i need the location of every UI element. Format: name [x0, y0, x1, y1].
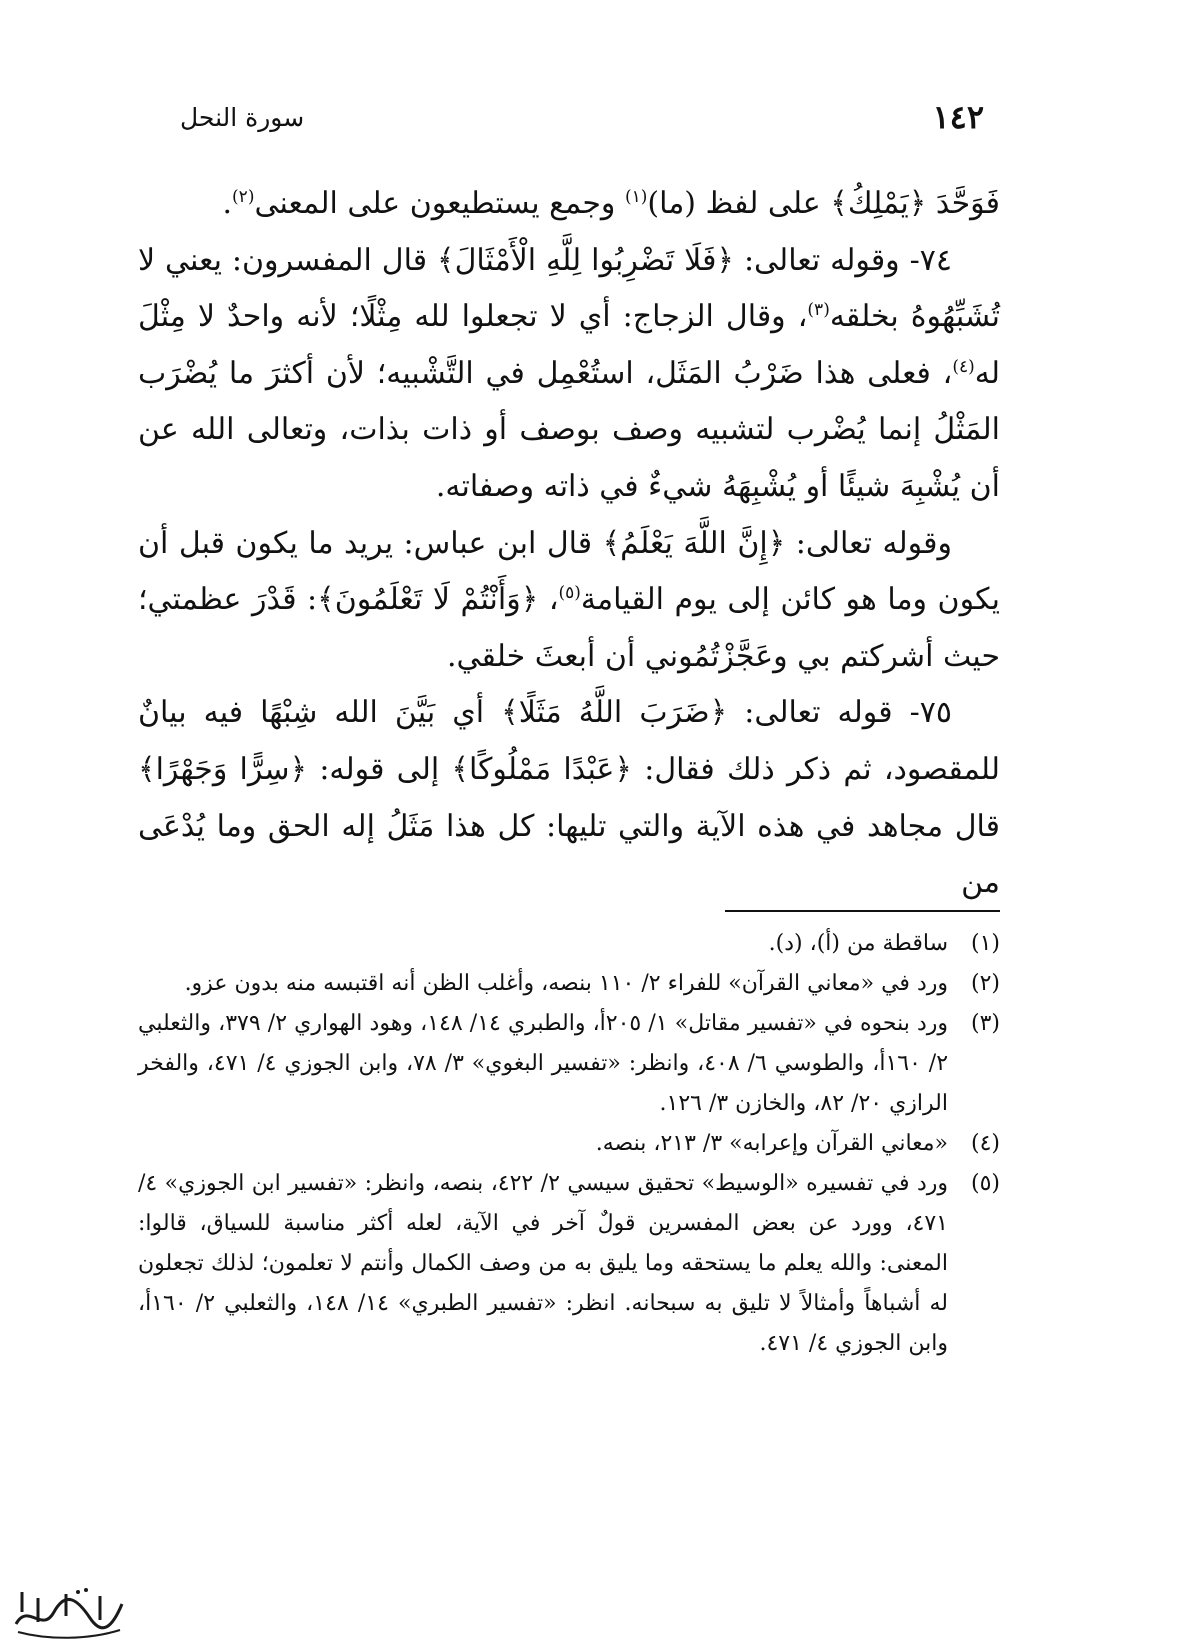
footnote-number: (٤) — [970, 1131, 1000, 1156]
text-run: قال المفسرون: يعني لا تُشَبِّهُوهُ بخلقه — [138, 242, 1000, 335]
footnote-number: (٥) — [970, 1171, 1000, 1196]
quran-quote: ﴿وَأَنْتُمْ لَا تَعْلَمُونَ﴾ — [317, 582, 539, 618]
text-run: إلى قوله: — [307, 751, 452, 787]
quran-quote: ﴿إِنَّ اللَّهَ يَعْلَمُ﴾ — [602, 525, 786, 561]
footnote — [138, 964, 1000, 1004]
paragraph-3 — [138, 516, 1000, 686]
running-header — [180, 98, 1000, 136]
footnote-marker[interactable]: (٤) — [952, 356, 975, 377]
footnote-number: (١) — [970, 931, 1000, 956]
footnote-marker[interactable]: (٢) — [232, 187, 255, 207]
publisher-logo — [8, 1582, 128, 1642]
text-run: : قَدْرَ عظمتي؛ حيث أشركتم بي وعَجَّزْتُمُوني أن أبعثَ خلقي. — [138, 582, 1000, 674]
footnote-number: (٢) — [970, 971, 1000, 996]
quran-quote: ﴿فَلَا تَضْرِبُوا لِلَّهِ الْأَمْثَالَ﴾ — [437, 242, 734, 278]
footnote — [138, 1124, 1000, 1164]
text-run: وجمع يستطيعون على المعنى — [254, 186, 625, 221]
footnote-text: ساقطة من (أ)، (د). — [768, 931, 948, 956]
text-run: فَوَحَّدَ — [926, 186, 1000, 221]
footnote — [138, 1004, 1000, 1124]
text-run: ٧٤- وقوله تعالى: — [734, 242, 952, 278]
surah-name: سورة النحل — [180, 102, 305, 132]
quran-quote: ﴿سِرًّا وَجَهْرًا﴾ — [138, 751, 308, 787]
text-run: قال ابن عباس: يريد ما يكون قبل أن يكون وما هو كائن إلى يوم القيامة — [138, 525, 1000, 618]
footnote — [138, 924, 1000, 964]
footnote-number: (٣) — [970, 1011, 1000, 1036]
text-run: على لفظ (ما) — [647, 186, 831, 221]
footnote-text: ورد في «معاني القرآن» للفراء ٢/ ١١٠ بنصه، وأغلب الظن أنه اقتبسه منه بدون عزو. — [184, 971, 948, 996]
quran-quote: ﴿عَبْدًا مَمْلُوكًا﴾ — [451, 751, 633, 787]
text-run: أي بَيَّنَ الله شِبْهًا فيه بيانٌ للمقصود، ثم ذكر ذلك فقال: — [138, 695, 1000, 787]
footnote-text: «معاني القرآن وإعرابه» ٣/ ٢١٣، بنصه. — [595, 1131, 948, 1156]
quran-quote: ﴿يَمْلِكُ﴾ — [830, 186, 927, 221]
footnote-marker[interactable]: (٥) — [558, 583, 581, 604]
quran-quote: ﴿ضَرَبَ اللَّهُ مَثَلًا﴾ — [501, 695, 728, 731]
text-run: ، فعلى هذا ضَرْبُ المَثَل، استُعْمِل في التَّشْبيه؛ لأن أكثرَ ما يُضْرَب المَثْلُ إنما يُضْرب لتشبيه وصف بوصف أو ذات بذات، وتعالى الله عن أن يُشْبِهَ شيئًا أو يُشْبِهَهُ شيءٌ في ذاته وصفاته. — [138, 355, 1000, 504]
paragraph-2 — [138, 233, 1000, 516]
footnote-marker[interactable]: (١) — [624, 187, 648, 207]
footnote — [138, 1164, 1000, 1364]
text-run: وقوله تعالى: — [785, 525, 953, 561]
text-run: ، وقال الزجاج: أي لا تجعلوا لله مِثْلًا؛ لأنه واحدٌ لا مِثْلَ له — [138, 299, 1000, 391]
footnote-text: ورد في تفسيره «الوسيط» تحقيق سيسي ٢/ ٤٢٢، بنصه، وانظر: «تفسير ابن الجوزي» ٤/ ٤٧١، وورد عن بعض المفسرين قولٌ آخر في الآية، لعله أكثر مناسبة للسياق، قالوا: المعنى: والله يعلم ما يستحقه وما يليق به من وصف الكمال وأنتم لا تعلمون؛ لذلك تجعلون له أشباهاً وأمثالاً لا تليق به سبحانه. انظر: «تفسير الطبري» ١٤/ ١٤٨، والثعلبي ٢/ ١٦٠أ، وابن الجوزي ٤/ ٤٧١. — [138, 1171, 949, 1356]
text-run: ٧٥- قوله تعالى: — [727, 695, 952, 731]
footnote-text: ورد بنحوه في «تفسير مقاتل» ١/ ٢٠٥أ، والطبري ١٤/ ١٤٨، وهود الهواري ٢/ ٣٧٩، والثعلبي ٢/ ١٦٠أ، والطوسي ٦/ ٤٠٨، وانظر: «تفسير البغوي» ٣/ ٧٨، وابن الجوزي ٤/ ٤٧١، والفخر الرازي ٢٠/ ٨٢، والخازن ٣/ ١٢٦. — [138, 1011, 949, 1116]
text-run: . — [222, 186, 233, 221]
text-run: قال مجاهد في هذه الآية والتي تليها: كل هذا مَثَلُ إله الحق وما يُدْعَى من — [138, 808, 1000, 901]
footnote-separator — [725, 910, 1000, 912]
footnotes — [138, 924, 1000, 1364]
main-text — [138, 176, 1000, 912]
paragraph-1 — [138, 176, 1000, 233]
paragraph-4 — [138, 685, 1000, 911]
page-number: ١٤٢ — [932, 98, 984, 136]
footnote-marker[interactable]: (٣) — [807, 300, 830, 321]
text-run: ، — [538, 582, 559, 618]
